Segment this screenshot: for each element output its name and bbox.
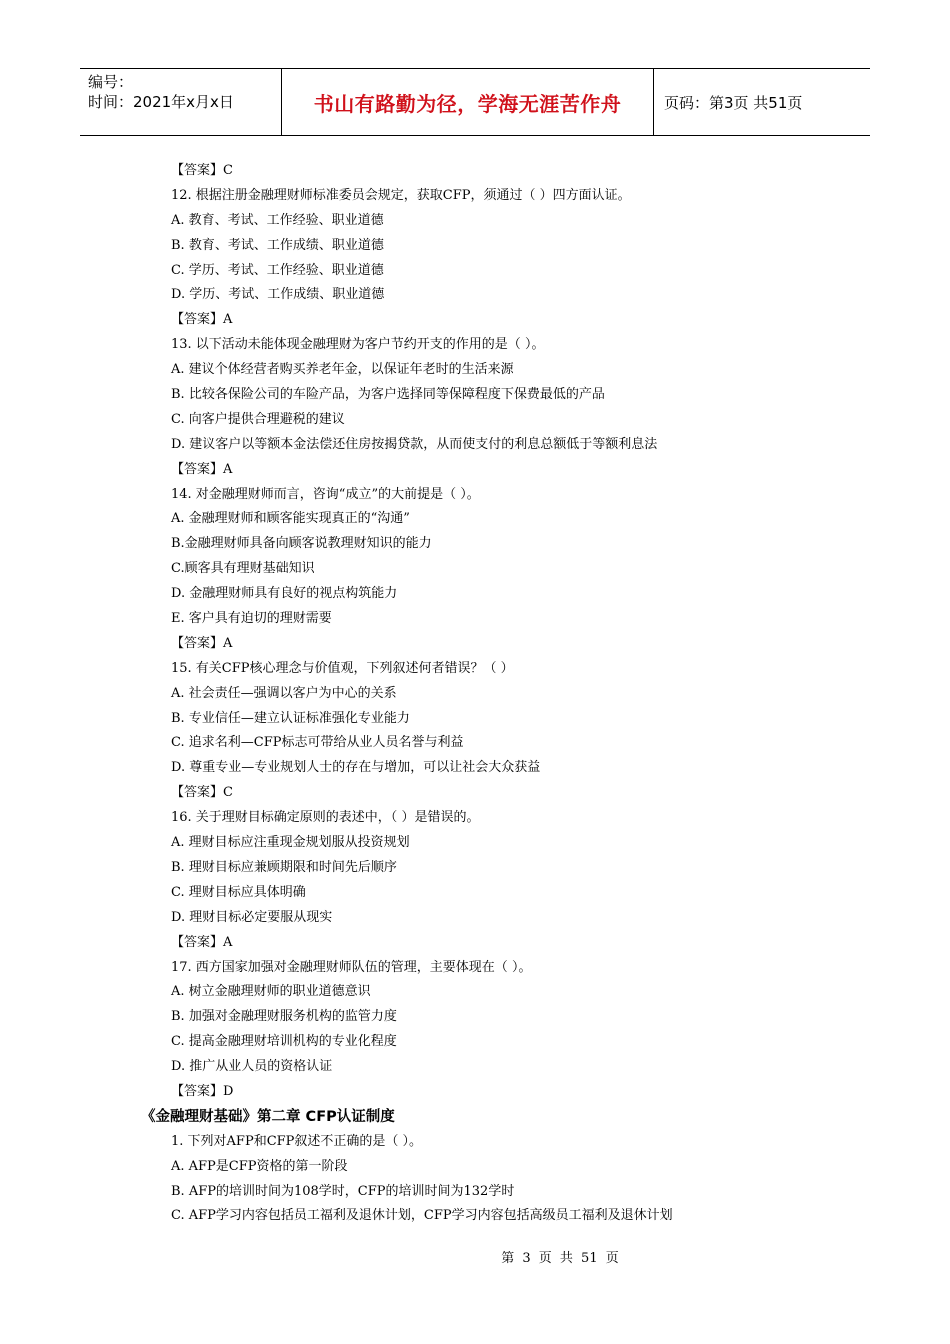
- answer-line: 【答案】C: [171, 785, 233, 801]
- answer-line: 【答案】A: [171, 934, 233, 950]
- option-line: D. 推广从业人员的资格认证: [171, 1059, 333, 1075]
- option-line: D. 学历、考试、工作成绩、职业道德: [171, 287, 385, 303]
- answer-line: 【答案】D: [171, 1083, 234, 1099]
- page-label: 页码：第3页 共51页: [664, 93, 803, 112]
- option-line: D. 金融理财师具有良好的视点构筑能力: [171, 586, 398, 602]
- question-line: 13. 以下活动未能体现金融理财为客户节约开支的作用的是（ ）。: [171, 337, 545, 353]
- question-line: 16. 关于理财目标确定原则的表述中，（ ）是错误的。: [171, 810, 480, 826]
- option-line: D. 建议客户以等额本金法偿还住房按揭贷款，从而使支付的利息总额低于等额利息法: [171, 436, 658, 452]
- answer-line: 【答案】C: [171, 163, 233, 178]
- option-line: C. 追求名利—CFP标志可带给从业人员名誉与利益: [171, 735, 464, 751]
- option-line: A. 金融理财师和顾客能实现真正的“沟通”: [171, 511, 410, 527]
- chapter-heading: 《金融理财基础》第二章 CFP认证制度: [141, 1108, 395, 1125]
- option-line: A. 社会责任—强调以客户为中心的关系: [171, 685, 397, 701]
- code-label: 编号：: [88, 73, 134, 91]
- option-line: A. AFP是CFP资格的第一阶段: [171, 1158, 348, 1174]
- option-line: C. 学历、考试、工作经验、职业道德: [171, 262, 384, 278]
- document-body: [141, 159, 861, 1229]
- option-line: C. 理财目标应具体明确: [171, 884, 306, 900]
- question-line: 1. 下列对AFP和CFP叙述不正确的是（ ）。: [171, 1133, 423, 1149]
- option-line: A. 理财目标应注重现金规划服从投资规划: [171, 835, 410, 851]
- page-header: [80, 68, 870, 136]
- date-label: 时间：2021年x月x日: [88, 93, 234, 111]
- question-line: 17. 西方国家加强对金融理财师队伍的管理，主要体现在（ ）。: [171, 959, 532, 975]
- footer-page-number: 第 3 页 共 51 页: [501, 1251, 619, 1266]
- option-line: C. 提高金融理财培训机构的专业化程度: [171, 1034, 397, 1050]
- header-page-cell: [654, 69, 870, 135]
- question-line: 14. 对金融理财师而言，咨询“成立”的大前提是（ ）。: [171, 486, 480, 502]
- answer-line: 【答案】A: [171, 312, 233, 328]
- motto-text: 书山有路勤为径，学海无涯苦作舟: [313, 91, 622, 116]
- option-line: B.金融理财师具备向顾客说教理财知识的能力: [171, 536, 432, 552]
- option-line: C. AFP学习内容包括员工福利及退休计划，CFP学习内容包括高级员工福利及退休计划: [171, 1208, 673, 1224]
- option-line: D. 尊重专业—专业规划人士的存在与增加，可以让社会大众获益: [171, 760, 541, 776]
- header-motto-cell: [282, 69, 654, 135]
- option-line: D. 理财目标必定要服从现实: [171, 909, 333, 925]
- question-line: 15. 有关CFP核心理念与价值观，下列叙述何者错误？（ ）: [171, 660, 514, 676]
- option-line: E. 客户具有迫切的理财需要: [171, 611, 332, 627]
- option-line: C.顾客具有理财基础知识: [171, 561, 315, 577]
- option-line: A. 教育、考试、工作经验、职业道德: [171, 212, 384, 228]
- option-line: B. 专业信任—建立认证标准强化专业能力: [171, 710, 410, 726]
- answer-line: 【答案】A: [171, 635, 233, 651]
- option-line: B. AFP的培训时间为108学时，CFP的培训时间为132学时: [171, 1183, 515, 1199]
- answer-line: 【答案】A: [171, 461, 233, 477]
- option-line: C. 向客户提供合理避税的建议: [171, 411, 345, 427]
- option-line: A. 树立金融理财师的职业道德意识: [171, 984, 371, 1000]
- question-line: 12. 根据注册金融理财师标准委员会规定，获取CFP，须通过（ ）四方面认证。: [171, 187, 631, 203]
- page-footer: [0, 1247, 950, 1266]
- option-line: A. 建议个体经营者购买养老年金，以保证年老时的生活来源: [171, 362, 514, 378]
- option-line: B. 理财目标应兼顾期限和时间先后顺序: [171, 859, 397, 875]
- option-line: B. 教育、考试、工作成绩、职业道德: [171, 237, 384, 253]
- option-line: B. 比较各保险公司的车险产品，为客户选择同等保障程度下保费最低的产品: [171, 387, 605, 403]
- header-meta-cell: [80, 69, 282, 135]
- option-line: B. 加强对金融理财服务机构的监管力度: [171, 1009, 397, 1025]
